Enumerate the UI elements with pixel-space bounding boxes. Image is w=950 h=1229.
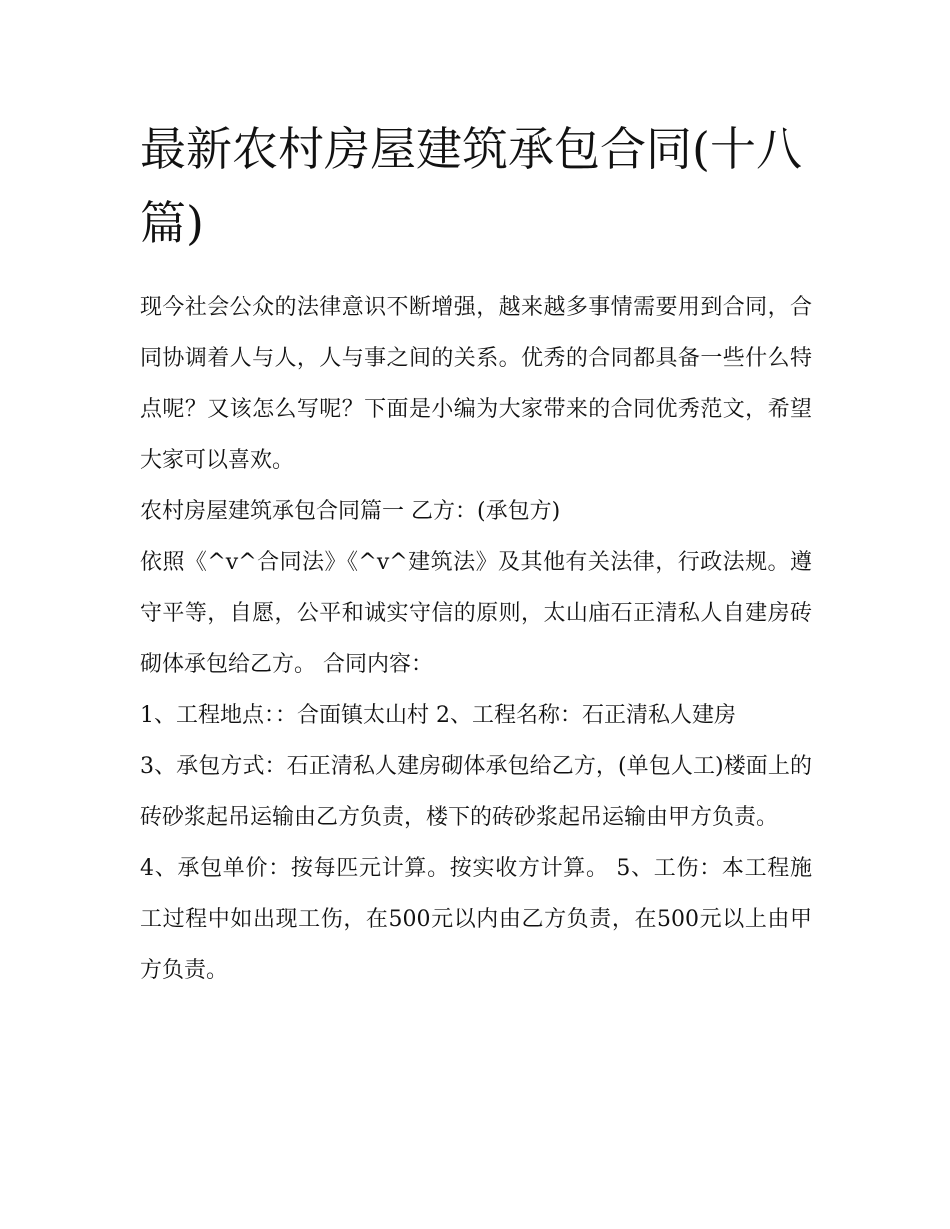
clause-location-name: 1、工程地点：：合面镇太山村 2、工程名称：石正清私人建房 (140, 703, 736, 728)
intro-paragraph: 现今社会公众的法律意识不断增强，越来越多事情需要用到合同，合同协调着人与人，人与事之间的关系。优秀的合同都具备一些什么特点呢？又该怎么写呢？下面是小编为大家带来的合同优秀范文，希望大家可以喜欢。 (140, 295, 812, 473)
document-body (140, 112, 812, 996)
basis-paragraph: 依照《^v^合同法》《^v^建筑法》及其他有关法律，行政法规。遵守平等，自愿，公平和诚实守信的原则，太山庙石正清私人自建房砖砌体承包给乙方。 合同内容： (140, 550, 812, 677)
clause-price-injury: 4、承包单价：按每匹元计算。按实收方计算。 5、工伤：本工程施工过程中如出现工伤，在500元以内由乙方负责，在500元以上由甲方负责。 (140, 856, 812, 983)
clause-contract-method: 3、承包方式：石正清私人建房砌体承包给乙方，(单包人工)楼面上的砖砂浆起吊运输由乙方负责，楼下的砖砂浆起吊运输由甲方负责。 (140, 754, 812, 830)
document-title: 最新农村房屋建筑承包合同(十八篇) (140, 122, 802, 250)
section-heading-paragraph: 农村房屋建筑承包合同篇一 乙方：(承包方) (140, 499, 561, 524)
